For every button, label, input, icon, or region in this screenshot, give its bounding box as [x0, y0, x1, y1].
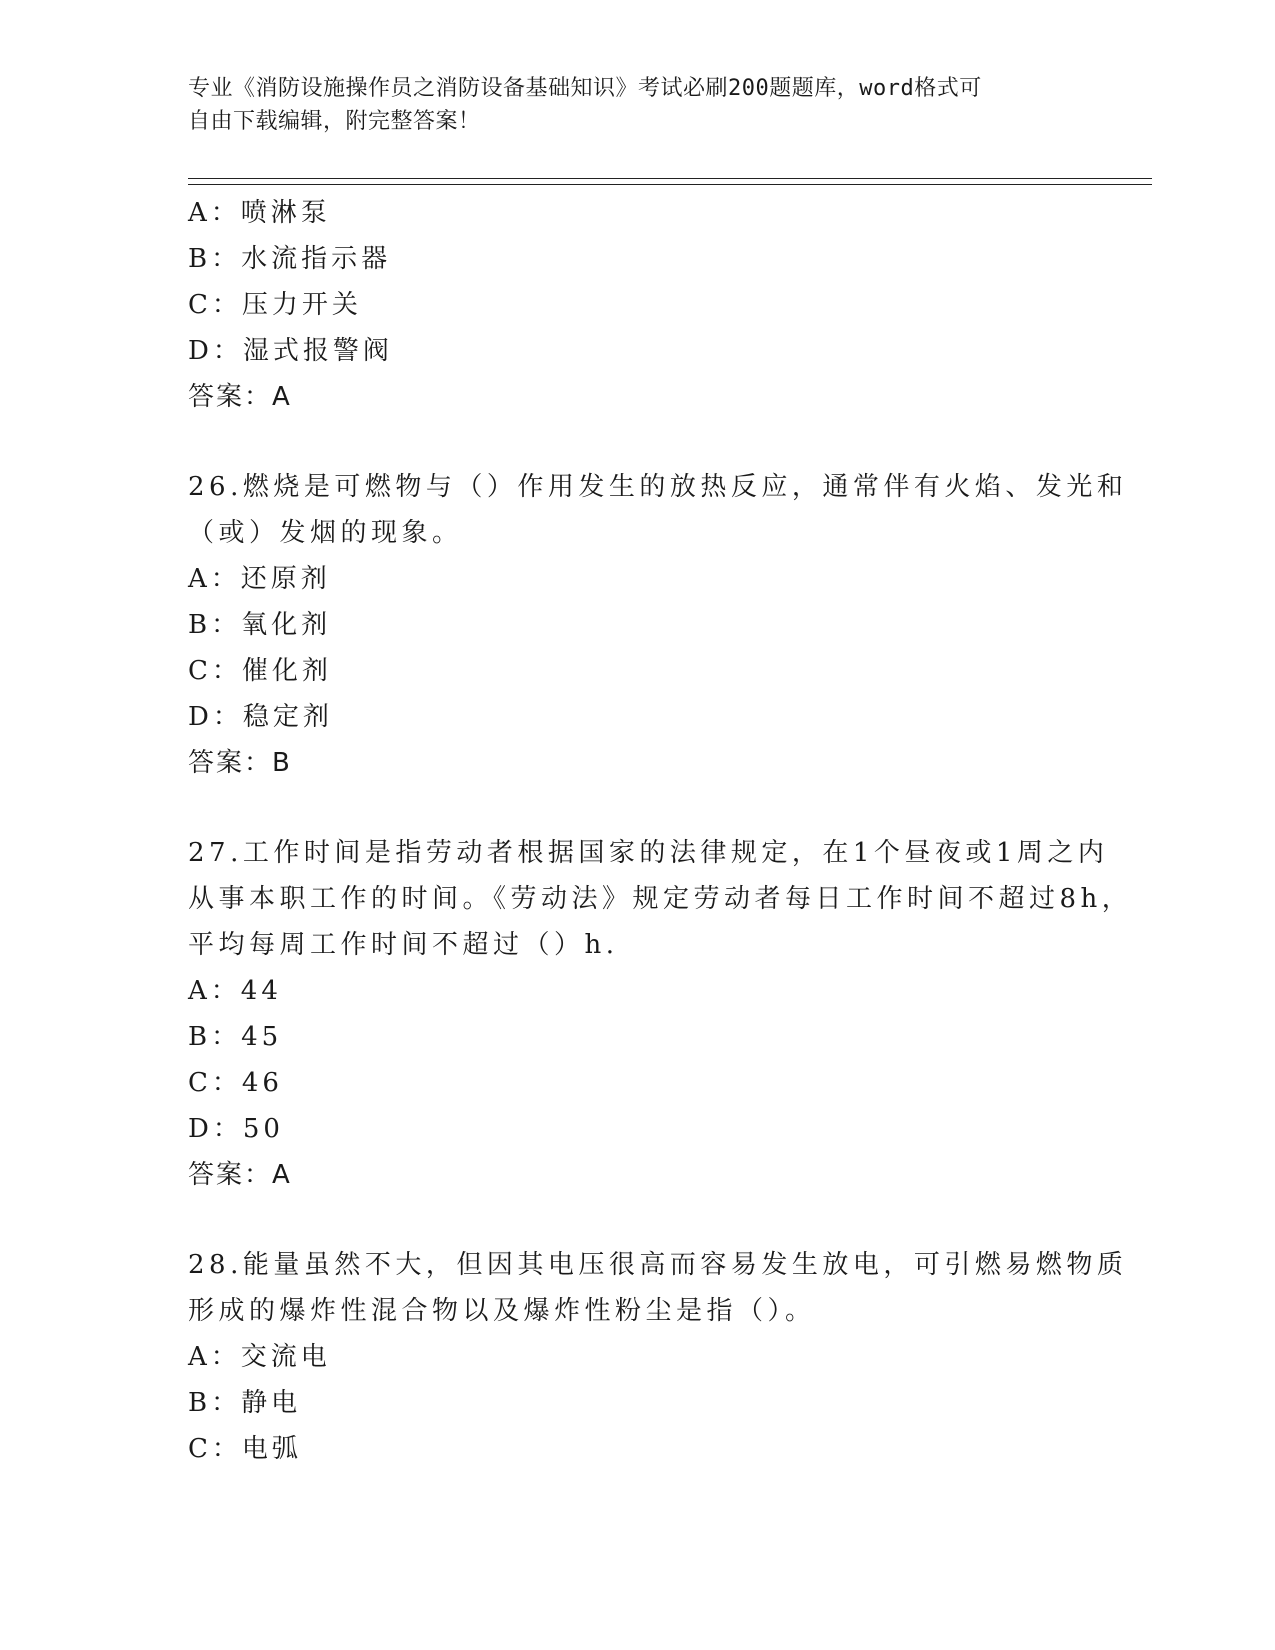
answer-line: 答案：A [188, 1160, 292, 1190]
header-divider-bottom [188, 184, 1152, 185]
answer-line: 答案：B [188, 748, 292, 778]
question-stem [188, 464, 1128, 556]
option-d: D：湿式报警阀 [188, 336, 393, 366]
option-b: B：静电 [188, 1388, 302, 1418]
option-c: C：46 [188, 1068, 283, 1098]
answer-line: 答案：A [188, 382, 292, 412]
document-header [188, 72, 1068, 138]
question-stem [188, 1242, 1128, 1334]
question-stem-line: 27.工作时间是指劳动者根据国家的法律规定，在1个昼夜或1周之内 [188, 838, 1109, 868]
option-d: D：稳定剂 [188, 702, 333, 732]
option-b: B：45 [188, 1022, 283, 1052]
header-title-line-1: 专业《消防设施操作员之消防设备基础知识》考试必刷200题题库，word格式可 [188, 76, 982, 101]
option-d: D：50 [188, 1114, 284, 1144]
option-a: A：44 [188, 976, 282, 1006]
option-c: C：催化剂 [188, 656, 332, 686]
question-spacer [188, 1198, 1088, 1242]
option-a: A：还原剂 [188, 564, 331, 594]
question-25 [188, 190, 1088, 420]
question-28 [188, 1242, 1128, 1472]
question-stem [188, 830, 1133, 968]
question-spacer [188, 420, 1088, 464]
question-stem-line: 平均每周工作时间不超过（）h. [188, 930, 619, 960]
question-stem-line: （或）发烟的现象。 [188, 518, 463, 548]
question-stem-line: 28.能量虽然不大，但因其电压很高而容易发生放电，可引燃易燃物质 [188, 1250, 1128, 1280]
header-title-line-2: 自由下载编辑，附完整答案！ [188, 109, 481, 134]
option-a: A：交流电 [188, 1342, 331, 1372]
question-stem-line: 形成的爆炸性混合物以及爆炸性粉尘是指（）。 [188, 1296, 816, 1326]
question-spacer [188, 786, 1088, 830]
option-b: B：氧化剂 [188, 610, 332, 640]
option-b: B：水流指示器 [188, 244, 392, 274]
question-stem-line: 从事本职工作的时间。《劳动法》规定劳动者每日工作时间不超过8h， [188, 884, 1133, 914]
question-stem-line: 26.燃烧是可燃物与（）作用发生的放热反应，通常伴有火焰、发光和 [188, 472, 1128, 502]
option-a: A：喷淋泵 [188, 198, 331, 228]
question-26 [188, 464, 1128, 786]
question-27 [188, 830, 1133, 1198]
header-divider-top [188, 178, 1152, 179]
question-list [188, 190, 1133, 1472]
option-c: C：压力开关 [188, 290, 362, 320]
option-c: C：电弧 [188, 1434, 302, 1464]
